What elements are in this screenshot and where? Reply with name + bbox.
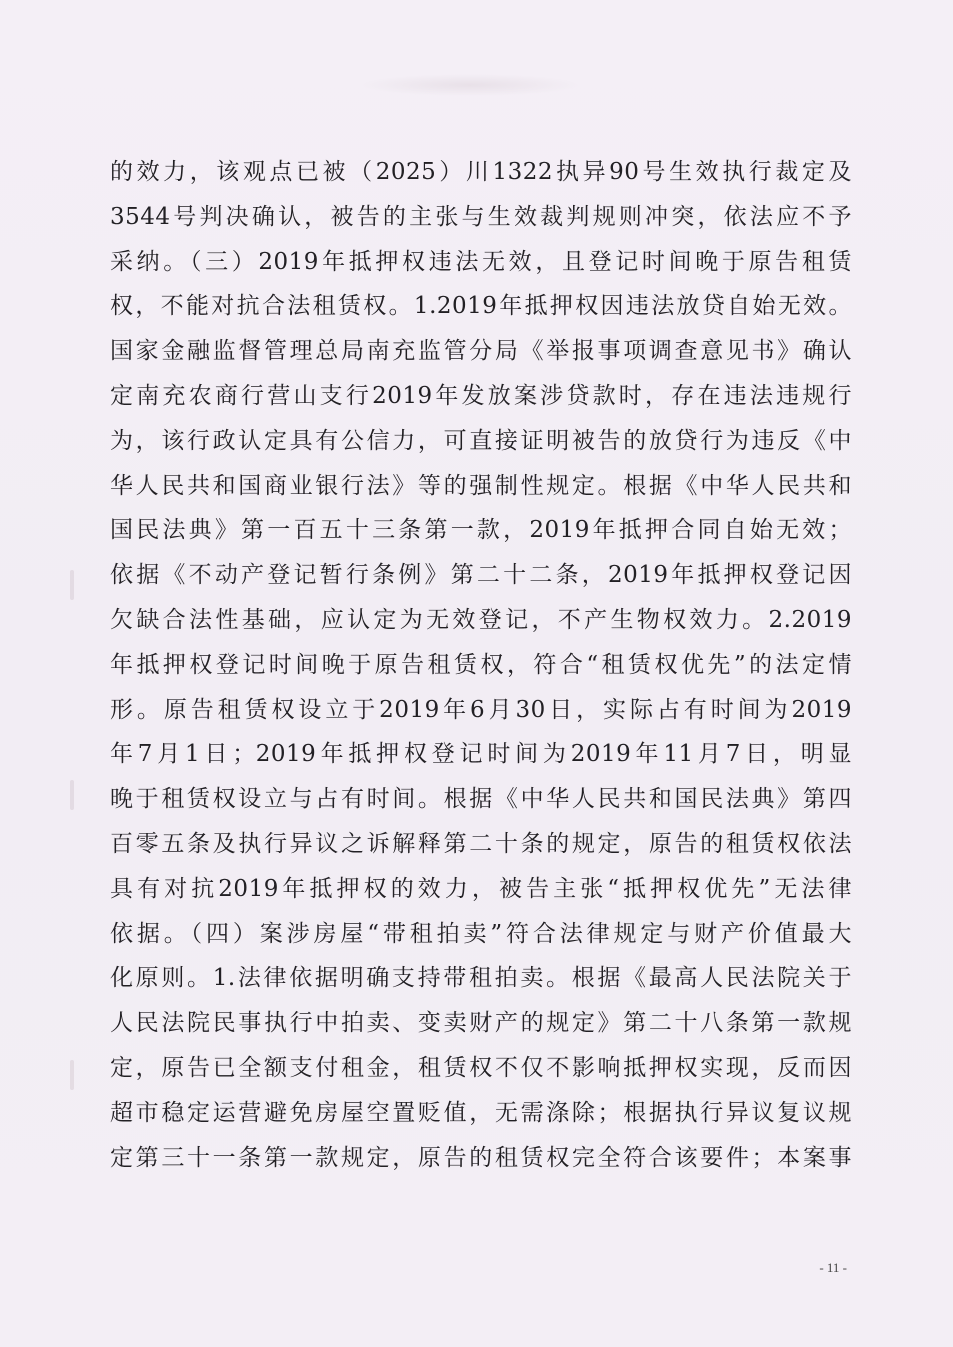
binding-mark	[70, 1060, 74, 1090]
text-line: 为，该行政认定具有公信力，可直接证明被告的放贷行为违反《中	[110, 427, 852, 454]
text-line: 定南充农商行营山支行2019年发放案涉贷款时，存在违法违规行	[110, 382, 852, 409]
text-line: 依据《不动产登记暂行条例》第二十二条，2019年抵押权登记因	[110, 562, 852, 589]
text-line: 国民法典》第一百五十三条第一款，2019年抵押合同自始无效；	[110, 517, 852, 544]
text-line: 权，不能对抗合法租赁权。1.2019年抵押权因违法放贷自始无效。	[110, 293, 852, 320]
text-line: 的效力，该观点已被（2025）川1322执异90号生效执行裁定及	[110, 159, 852, 185]
text-line: 年7月1日；2019年抵押权登记时间为2019年11月7日，明显	[110, 741, 852, 768]
text-line: 欠缺合法性基础，应认定为无效登记，不产生物权效力。2.2019	[110, 606, 852, 633]
text-line: 化原则。1.法律依据明确支持带租拍卖。根据《最高人民法院关于	[110, 965, 852, 992]
text-line: 晚于租赁权设立与占有时间。根据《中华人民共和国民法典》第四	[110, 786, 852, 813]
binding-mark	[70, 570, 74, 600]
text-line: 年抵押权登记时间晚于原告租赁权，符合“租赁权优先”的法定情	[110, 651, 852, 678]
text-line: 华人民共和国商业银行法》等的强制性规定。根据《中华人民共和	[110, 472, 852, 499]
text-line: 国家金融监督管理总局南充监管分局《举报事项调查意见书》确认	[110, 338, 852, 365]
text-line: 采纳。（三）2019年抵押权违法无效，且登记时间晚于原告租赁	[110, 248, 852, 275]
text-line: 定，原告已全额支付租金，租赁权不仅不影响抵押权实现，反而因	[110, 1054, 852, 1081]
text-line: 定第三十一条第一款规定，原告的租赁权完全符合该要件；本案事	[110, 1144, 852, 1171]
text-line: 超市稳定运营避免房屋空置贬值，无需涤除；根据执行异议复议规	[110, 1099, 852, 1126]
text-line: 百零五条及执行异议之诉解释第二十条的规定，原告的租赁权依法	[110, 830, 852, 857]
text-line: 具有对抗2019年抵押权的效力，被告主张“抵押权优先”无法律	[110, 875, 852, 902]
binding-mark	[70, 780, 74, 810]
text-line: 形。原告租赁权设立于2019年6月30日，实际占有时间为2019	[110, 696, 852, 723]
text-line: 依据。（四）案涉房屋“带租拍卖”符合法律规定与财产价值最大	[110, 920, 852, 947]
page-number: - 11 -	[819, 1260, 847, 1275]
body-text	[110, 150, 852, 1180]
scan-smudge	[360, 74, 580, 96]
text-line: 3544号判决确认，被告的主张与生效裁判规则冲突，依法应不予	[110, 203, 852, 230]
text-line: 人民法院民事执行中拍卖、变卖财产的规定》第二十八条第一款规	[110, 1010, 852, 1037]
